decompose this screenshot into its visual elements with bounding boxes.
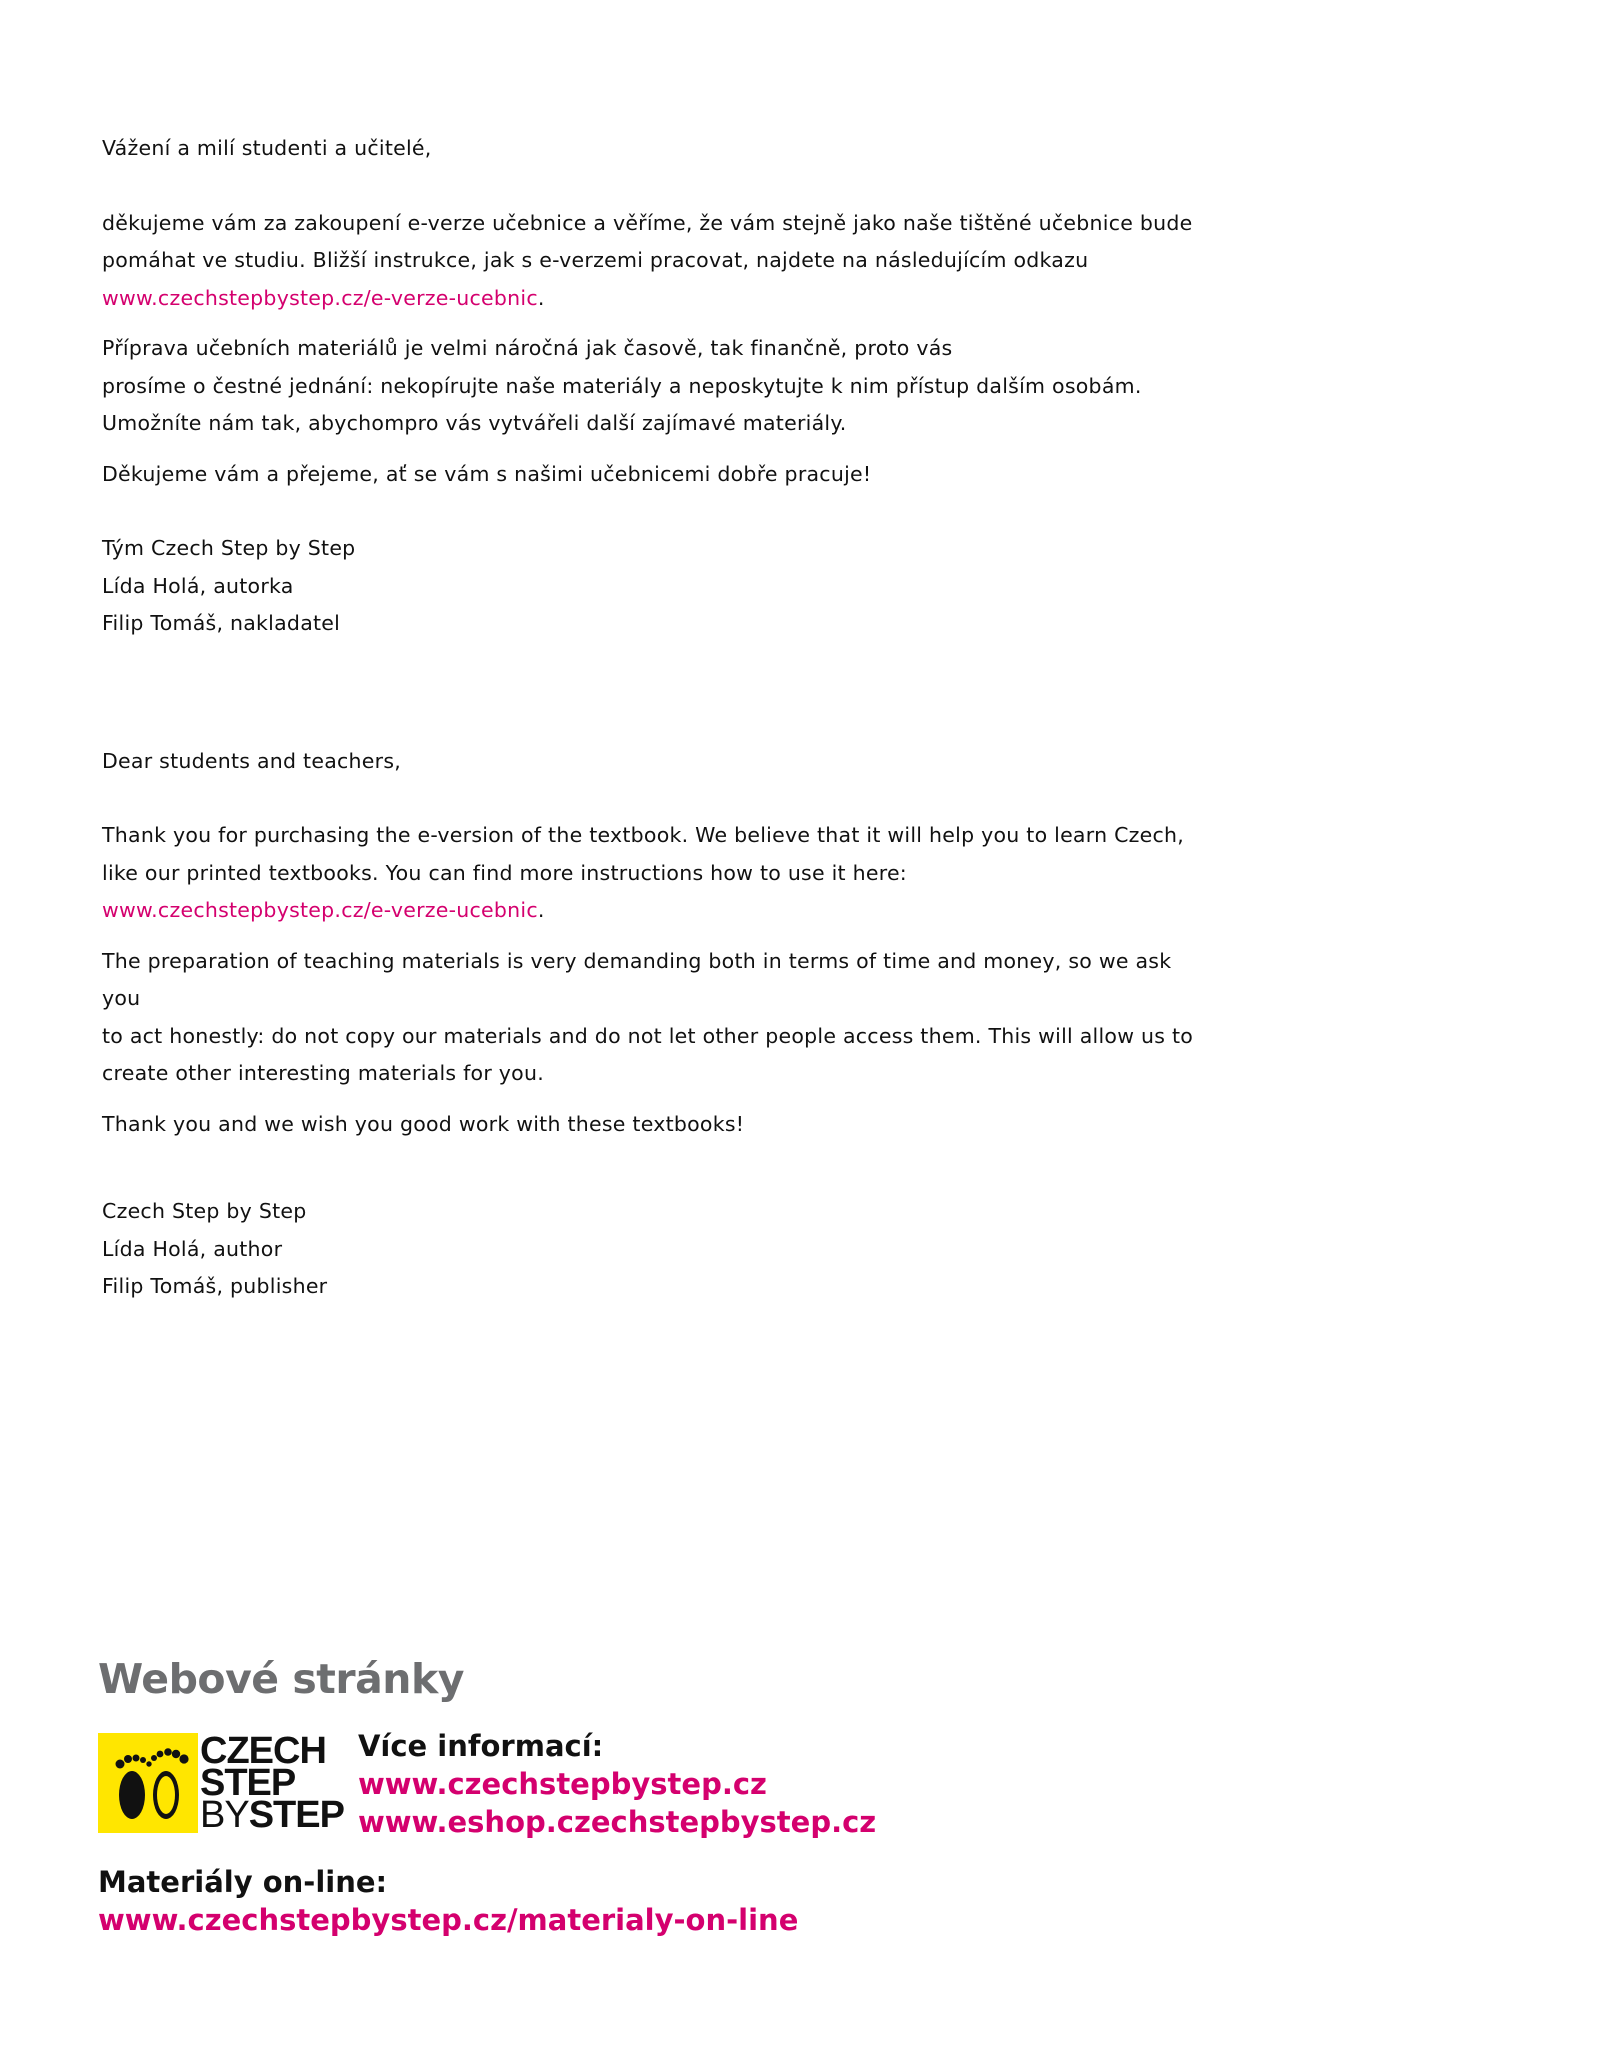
letter-body [102, 130, 1202, 1306]
more-info-block [358, 1727, 876, 1841]
websites-heading: Webové stránky [98, 1655, 464, 1703]
online-materials-link[interactable]: www.czechstepbystep.cz/materialy-on-line [98, 1903, 799, 1937]
english-e-version-link[interactable]: www.czechstepbystep.cz/e-verze-ucebnic [102, 898, 538, 922]
english-paragraph-3: Thank you and we wish you good work with these textbooks! [102, 1111, 745, 1136]
english-greeting: Dear students and teachers, [102, 748, 402, 773]
logo-wordmark: CZECH STEP BYSTEP [200, 1730, 344, 1836]
czech-signature: Tým Czech Step by Step Lída Holá, autorka Filip Tomáš, nakladatel [102, 536, 356, 635]
logo-row [98, 1729, 1098, 1841]
english-paragraph-1: Thank you for purchasing the e-version of the textbook. We believe that it will help you to learn Czech, like our printed textbooks. You can find more instructions how to use it here: www.czechstepbystep.cz/e-verze-ucebnic. [102, 823, 1185, 922]
czech-greeting: Vážení a milí studenti a učitelé, [102, 136, 432, 160]
english-signature: Czech Step by Step Lída Holá, author Filip Tomáš, publisher [102, 1199, 328, 1298]
czech-paragraph-3: Děkujeme vám a přejeme, ať se vám s našimi učebnicemi dobře pracuje! [102, 461, 872, 486]
czech-e-version-link[interactable]: www.czechstepbystep.cz/e-verze-ucebnic [102, 285, 538, 310]
english-paragraph-2: The preparation of teaching materials is very demanding both in terms of time and money, so we ask you to act honestly: do not copy our materials and do not let other people access them. This will allow us to create other interesting materials for you. [102, 948, 1194, 1085]
czech-paragraph-2: Příprava učebních materiálů je velmi náročná jak časově, tak finančně, proto vás prosíme o čestné jednání: nekopírujte naše materiály a neposkytujte k nim přístup dalším osobám. Umožníte nám tak, abychompro vás vytvářeli další zajímavé materiály. [102, 336, 1142, 435]
online-materials-block [98, 1863, 1098, 1939]
eshop-link[interactable]: www.eshop.czechstepbystep.cz [357, 1805, 877, 1839]
czech-paragraph-1: děkujeme vám za zakoupení e-verze učebnice a věříme, že vám stejně jako naše tištěné učebnice bude pomáhat ve studiu. Bližší instrukce, jak s e-verzemi pracovat, najdete na následujícím odkazu www.czechstepbystep.cz/e-verze-ucebnic. [102, 210, 1193, 310]
online-materials-label: Materiály on-line: [98, 1865, 388, 1899]
more-info-label: Více informací: [357, 1729, 604, 1763]
czech-step-by-step-logo [98, 1730, 344, 1836]
website-link[interactable]: www.czechstepbystep.cz [357, 1767, 767, 1801]
footprints-icon [98, 1733, 198, 1833]
websites-section [98, 1655, 1098, 1939]
